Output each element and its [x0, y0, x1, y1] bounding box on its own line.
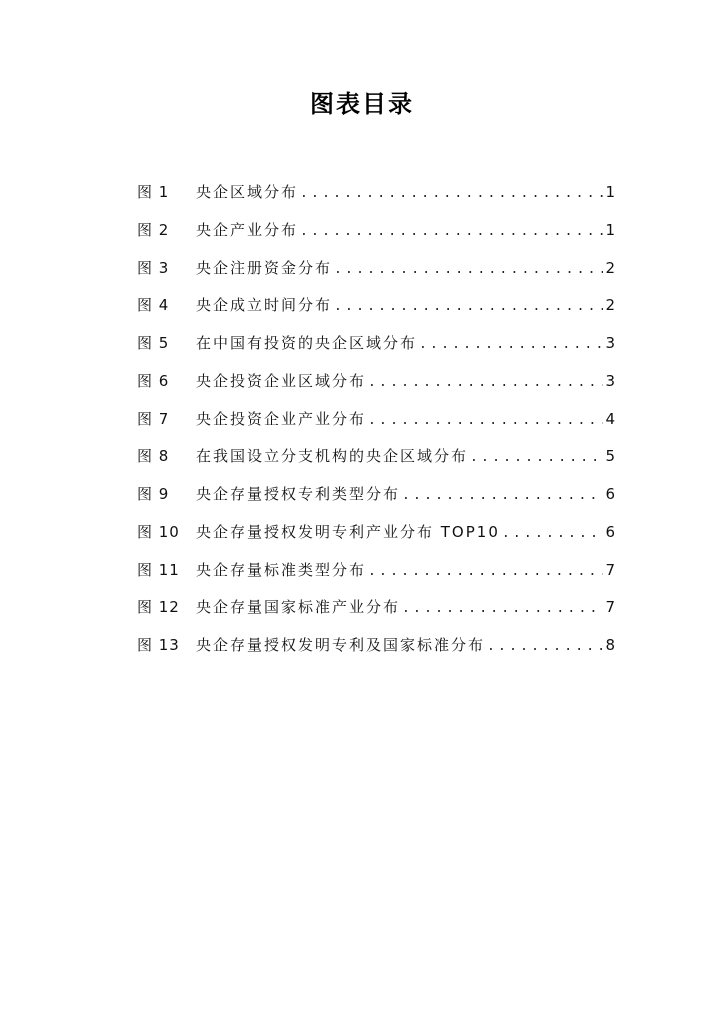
toc-entry-page-number: 2 [605, 296, 615, 315]
toc-entry[interactable] [137, 332, 615, 370]
toc-dot-leader [368, 564, 603, 579]
toc-dot-leader [300, 186, 603, 201]
toc-entry-page-number: 4 [605, 409, 615, 428]
toc-entry[interactable] [137, 634, 615, 672]
toc-entry-title: 央企存量国家标准产业分布 [196, 598, 401, 617]
toc-entry-label: 图 7 [137, 409, 170, 428]
toc-dot-leader [334, 299, 603, 314]
toc-entry-page-number: 6 [605, 485, 615, 503]
toc-entry[interactable] [137, 559, 615, 597]
page-title: 图表目录 [310, 90, 414, 118]
toc-dot-leader [487, 639, 603, 654]
toc-entry-page-number: 2 [605, 258, 615, 277]
toc-entry[interactable] [137, 483, 615, 521]
toc-entry-page-number: 7 [605, 560, 615, 579]
toc-entry-label: 图 1 [137, 183, 170, 201]
toc-entry-label: 图 4 [137, 296, 170, 315]
toc-entry-label: 图 10 [137, 522, 180, 541]
toc-entry-page-number: 5 [605, 447, 615, 466]
toc-entry[interactable] [137, 181, 615, 219]
toc-entry[interactable] [137, 596, 615, 634]
toc-list [137, 181, 615, 672]
toc-entry-title: 央企存量授权专利类型分布 [196, 485, 401, 503]
toc-entry-page-number: 6 [605, 522, 615, 541]
toc-entry-page-number: 7 [605, 598, 615, 617]
toc-entry-label: 图 8 [137, 447, 170, 466]
toc-entry-title: 在我国设立分支机构的央企区域分布 [196, 447, 469, 466]
toc-entry[interactable] [137, 294, 615, 332]
toc-entry-title: 央企投资企业产业分布 [196, 409, 367, 428]
toc-entry-title: 央企成立时间分布 [196, 296, 333, 315]
toc-entry-title: 央企产业分布 [196, 220, 299, 239]
toc-entry-page-number: 8 [605, 636, 615, 654]
toc-entry-title: 央企投资企业区域分布 [196, 371, 367, 390]
toc-dot-leader [502, 526, 603, 541]
toc-dot-leader [402, 488, 603, 503]
toc-entry-label: 图 5 [137, 334, 170, 352]
toc-entry-label: 图 13 [137, 636, 180, 654]
toc-entry[interactable] [137, 408, 615, 446]
toc-entry-page-number: 1 [605, 183, 615, 201]
toc-entry-label: 图 9 [137, 485, 170, 503]
toc-entry-label: 图 2 [137, 220, 170, 239]
toc-entry-title: 央企存量授权发明专利产业分布 TOP10 [196, 522, 500, 541]
toc-entry[interactable] [137, 445, 615, 483]
toc-entry-label: 图 11 [137, 560, 180, 579]
toc-dot-leader [419, 337, 603, 352]
toc-entry[interactable] [137, 521, 615, 559]
toc-dot-leader [300, 224, 603, 239]
toc-entry[interactable] [137, 219, 615, 257]
toc-entry-title: 在中国有投资的央企区域分布 [196, 334, 418, 352]
toc-entry-page-number: 3 [605, 334, 615, 352]
toc-entry-title: 央企注册资金分布 [196, 258, 333, 277]
toc-entry[interactable] [137, 370, 615, 408]
toc-dot-leader [368, 375, 603, 390]
toc-entry-title: 央企存量标准类型分布 [196, 560, 367, 579]
toc-entry-label: 图 12 [137, 598, 180, 617]
toc-entry[interactable] [137, 257, 615, 295]
toc-entry-title: 央企存量授权发明专利及国家标准分布 [196, 636, 486, 654]
toc-entry-label: 图 3 [137, 258, 170, 277]
toc-dot-leader [402, 601, 603, 616]
toc-entry-label: 图 6 [137, 371, 170, 390]
toc-dot-leader [470, 450, 603, 465]
toc-entry-title: 央企区域分布 [196, 183, 299, 201]
toc-entry-page-number: 3 [605, 371, 615, 390]
toc-entry-page-number: 1 [605, 220, 615, 239]
toc-dot-leader [334, 262, 603, 277]
toc-dot-leader [368, 413, 603, 428]
